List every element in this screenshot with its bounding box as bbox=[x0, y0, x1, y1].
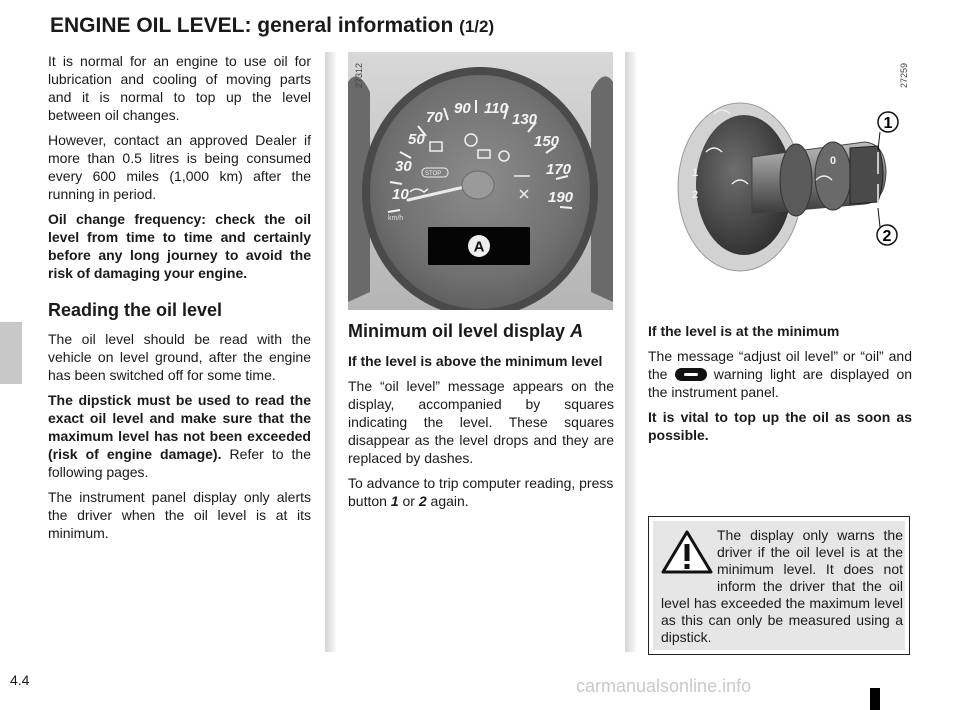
oil-warning-light-icon bbox=[675, 368, 707, 381]
paragraph: It is normal for an engine to use oil for lubrication and cooling of moving parts and it is normal to top up the level between oil changes. bbox=[48, 53, 311, 123]
speed-label: 190 bbox=[548, 189, 574, 206]
column-divider bbox=[625, 52, 637, 652]
figure-code: 27259 bbox=[899, 62, 909, 88]
page-title-main: ENGINE OIL LEVEL: general information bbox=[50, 14, 454, 37]
chapter-tab bbox=[0, 322, 22, 384]
paragraph-part: again. bbox=[430, 493, 469, 509]
button-ref: 1 bbox=[390, 493, 399, 509]
speed-label: 130 bbox=[512, 111, 538, 128]
stalk-control-figure bbox=[640, 52, 915, 282]
paragraph-part: warning light are displayed on the instrument panel. bbox=[648, 366, 913, 400]
stop-label: STOP bbox=[425, 171, 442, 177]
paragraph-bold-part: The dipstick must be used to read the exact oil level and make sure that the maximum level has not been exceeded (risk of engine damage). bbox=[48, 392, 311, 462]
instrument-panel-figure bbox=[348, 52, 613, 310]
callout-2: 2 bbox=[882, 228, 892, 245]
speed-label: 10 bbox=[392, 186, 409, 203]
subheading: If the level is at the minimum bbox=[648, 323, 840, 339]
callout-a: A bbox=[473, 238, 485, 256]
speed-unit: km/h bbox=[388, 215, 404, 222]
paragraph-bold: Oil change frequency: check the oil level from time to time and certainly before any long journey to avoid the risk of damaging your engine. bbox=[48, 211, 311, 281]
speed-label: 70 bbox=[426, 109, 443, 126]
paragraph-part: The message “adjust oil level” or “oil” and the bbox=[648, 348, 912, 382]
paragraph bbox=[48, 391, 311, 481]
paragraph-part: Refer to the following pages. bbox=[48, 446, 312, 480]
page-number: 4.4 bbox=[10, 672, 30, 688]
figure-code: 27312 bbox=[354, 62, 364, 88]
paragraph: However, contact an approved Dealer if more than 0.5 litres is being consumed every 600 miles (1,000 km) after the running in period. bbox=[48, 132, 311, 202]
paragraph-bold: It is vital to top up the oil as soon as possible. bbox=[648, 409, 912, 443]
section-heading-letter: A bbox=[570, 321, 584, 341]
paragraph: The “oil level” message appears on the display, accompanied by squares indicating the level. These squares disappear as the level drops and they are replaced by dashes. bbox=[348, 378, 614, 466]
stalk-position-label: 1 bbox=[692, 167, 699, 179]
paragraph-part: To advance to trip computer reading, press button bbox=[348, 475, 614, 509]
paragraph-part: or bbox=[402, 493, 415, 509]
column-divider bbox=[325, 52, 337, 652]
warning-text-block bbox=[661, 527, 903, 646]
speed-label: 150 bbox=[534, 133, 560, 150]
speedometer-illustration bbox=[348, 52, 613, 310]
section-heading bbox=[348, 320, 614, 342]
callout-1: 1 bbox=[883, 115, 893, 132]
page-title bbox=[50, 14, 494, 38]
speed-label: 90 bbox=[454, 100, 471, 117]
warning-text: The display only warns the driver if the oil level is at the minimum level. It does not inform the driver that the oil level has exceeded the maximum level as this can only be measured using a dipstick. bbox=[661, 527, 903, 645]
paragraph: The oil level should be read with the vehicle on level ground, after the engine has been switched off for some time. bbox=[48, 331, 311, 383]
speed-label: 170 bbox=[546, 161, 572, 178]
speed-label: 30 bbox=[395, 158, 412, 175]
page-end-marker bbox=[870, 688, 880, 710]
stalk-position-label: 2 bbox=[692, 189, 699, 201]
column-at-minimum bbox=[648, 322, 912, 451]
button-ref: 2 bbox=[418, 493, 427, 509]
section-heading: Reading the oil level bbox=[48, 300, 223, 320]
subheading: If the level is above the minimum level bbox=[348, 353, 603, 369]
section-heading-text: Minimum oil level display bbox=[348, 321, 566, 341]
paragraph: The instrument panel display only alerts the driver when the oil level is at its minimum. bbox=[48, 489, 311, 541]
paragraph bbox=[648, 347, 912, 401]
warning-box bbox=[648, 516, 910, 655]
page-title-part: (1/2) bbox=[459, 17, 495, 36]
column-minimum-display bbox=[348, 320, 614, 517]
speed-label: 110 bbox=[484, 100, 508, 117]
column-intro bbox=[48, 52, 311, 549]
wiper-stalk-illustration bbox=[640, 52, 915, 282]
paragraph bbox=[348, 474, 614, 510]
watermark: carmanualsonline.info bbox=[576, 676, 752, 696]
stalk-position-label: 0 bbox=[830, 155, 837, 167]
speed-label: 50 bbox=[408, 131, 425, 148]
